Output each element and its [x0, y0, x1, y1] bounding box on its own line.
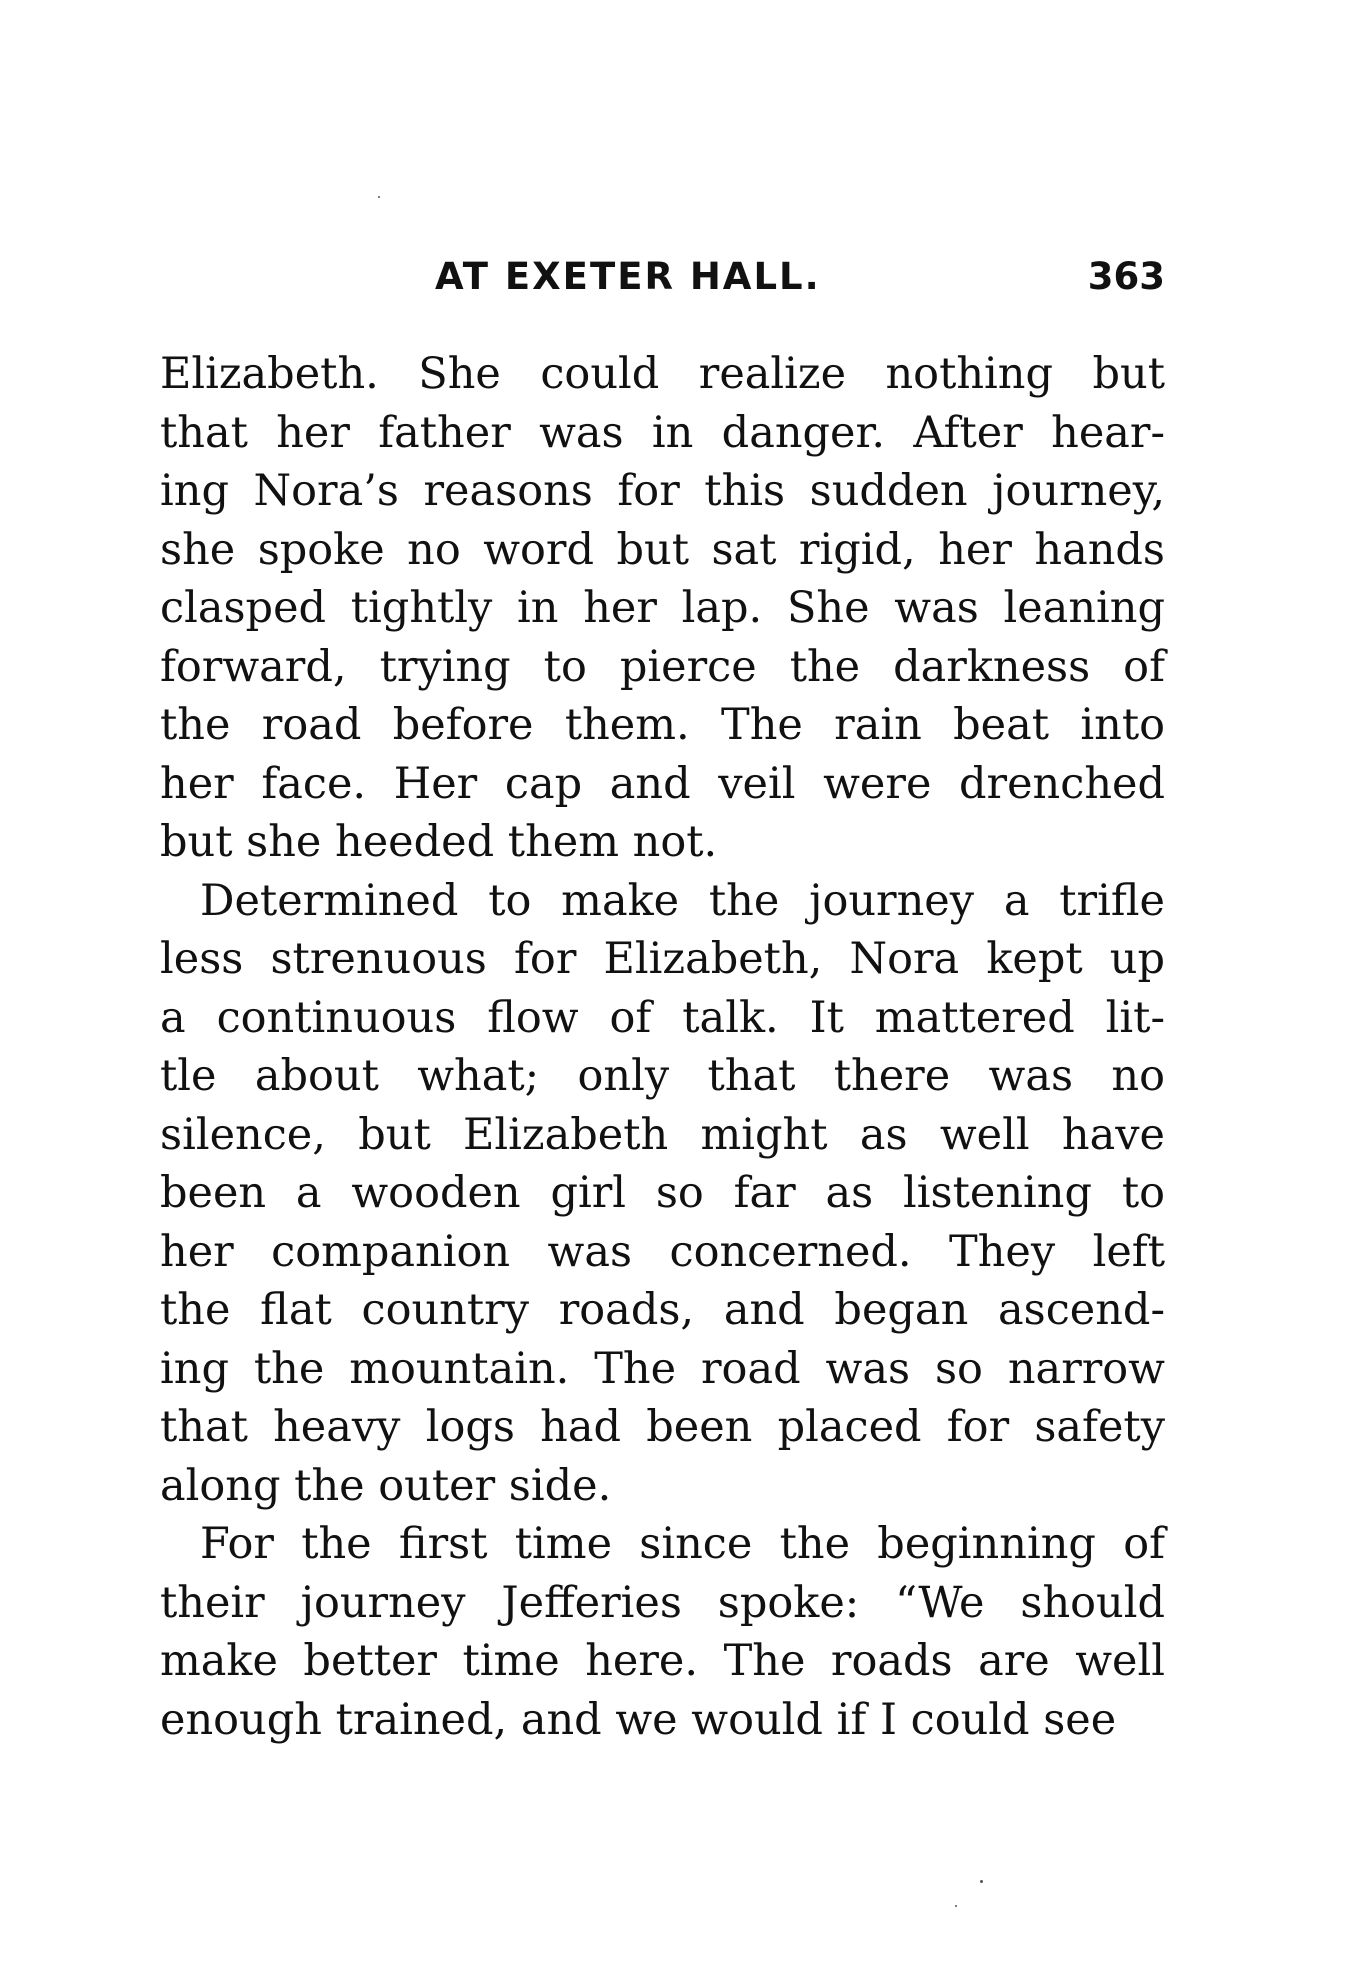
- text-line: ing Nora’s reasons for this sudden journey,: [160, 466, 1165, 516]
- text-line: along the outer side.: [160, 1460, 612, 1511]
- text-line: her face. Her cap and veil were drenched: [160, 758, 1165, 809]
- text-line: been a wooden girl so far as listening to: [160, 1168, 1165, 1218]
- text-line: clasped tightly in her lap. She was leaning: [160, 583, 1165, 633]
- paragraph: [160, 872, 1165, 1516]
- text-line: Determined to make the journey a trifle: [200, 875, 1165, 926]
- text-line: forward, trying to pierce the darkness of: [160, 641, 1165, 692]
- text-line: enough trained, and we would if I could see: [160, 1694, 1117, 1745]
- text-line: the flat country roads, and began ascend-: [160, 1285, 1165, 1335]
- text-line: she spoke no word but sat rigid, her hands: [160, 524, 1165, 575]
- body-text: [160, 345, 1165, 1749]
- print-speck: [378, 196, 380, 198]
- text-line: ing the mountain. The road was so narrow: [160, 1343, 1165, 1394]
- text-line: less strenuous for Elizabeth, Nora kept up: [160, 934, 1165, 984]
- text-line: that heavy logs had been placed for safety: [160, 1402, 1165, 1452]
- text-line: silence, but Elizabeth might as well have: [160, 1109, 1165, 1160]
- paragraph: [160, 345, 1165, 872]
- print-speck: [980, 1880, 983, 1883]
- print-speck: [955, 1905, 957, 1907]
- text-line: the road before them. The rain beat into: [160, 700, 1165, 750]
- text-line: make better time here. The roads are well: [160, 1636, 1165, 1686]
- text-line: that her father was in danger. After hear-: [160, 407, 1165, 458]
- paragraph: [160, 1515, 1165, 1749]
- text-line: her companion was concerned. They left: [160, 1226, 1165, 1277]
- text-line: their journey Jefferies spoke: “We should: [160, 1577, 1165, 1628]
- running-head: [160, 255, 1165, 305]
- text-line: a continuous flow of talk. It mattered lit-: [160, 992, 1165, 1043]
- text-line: For the first time since the beginning of: [200, 1519, 1165, 1569]
- running-title: AT EXETER HALL.: [435, 255, 821, 298]
- text-line: Elizabeth. She could realize nothing but: [160, 349, 1165, 399]
- text-line: but she heeded them not.: [160, 817, 718, 867]
- text-line: tle about what; only that there was no: [160, 1051, 1165, 1101]
- page-number: 363: [1087, 255, 1165, 298]
